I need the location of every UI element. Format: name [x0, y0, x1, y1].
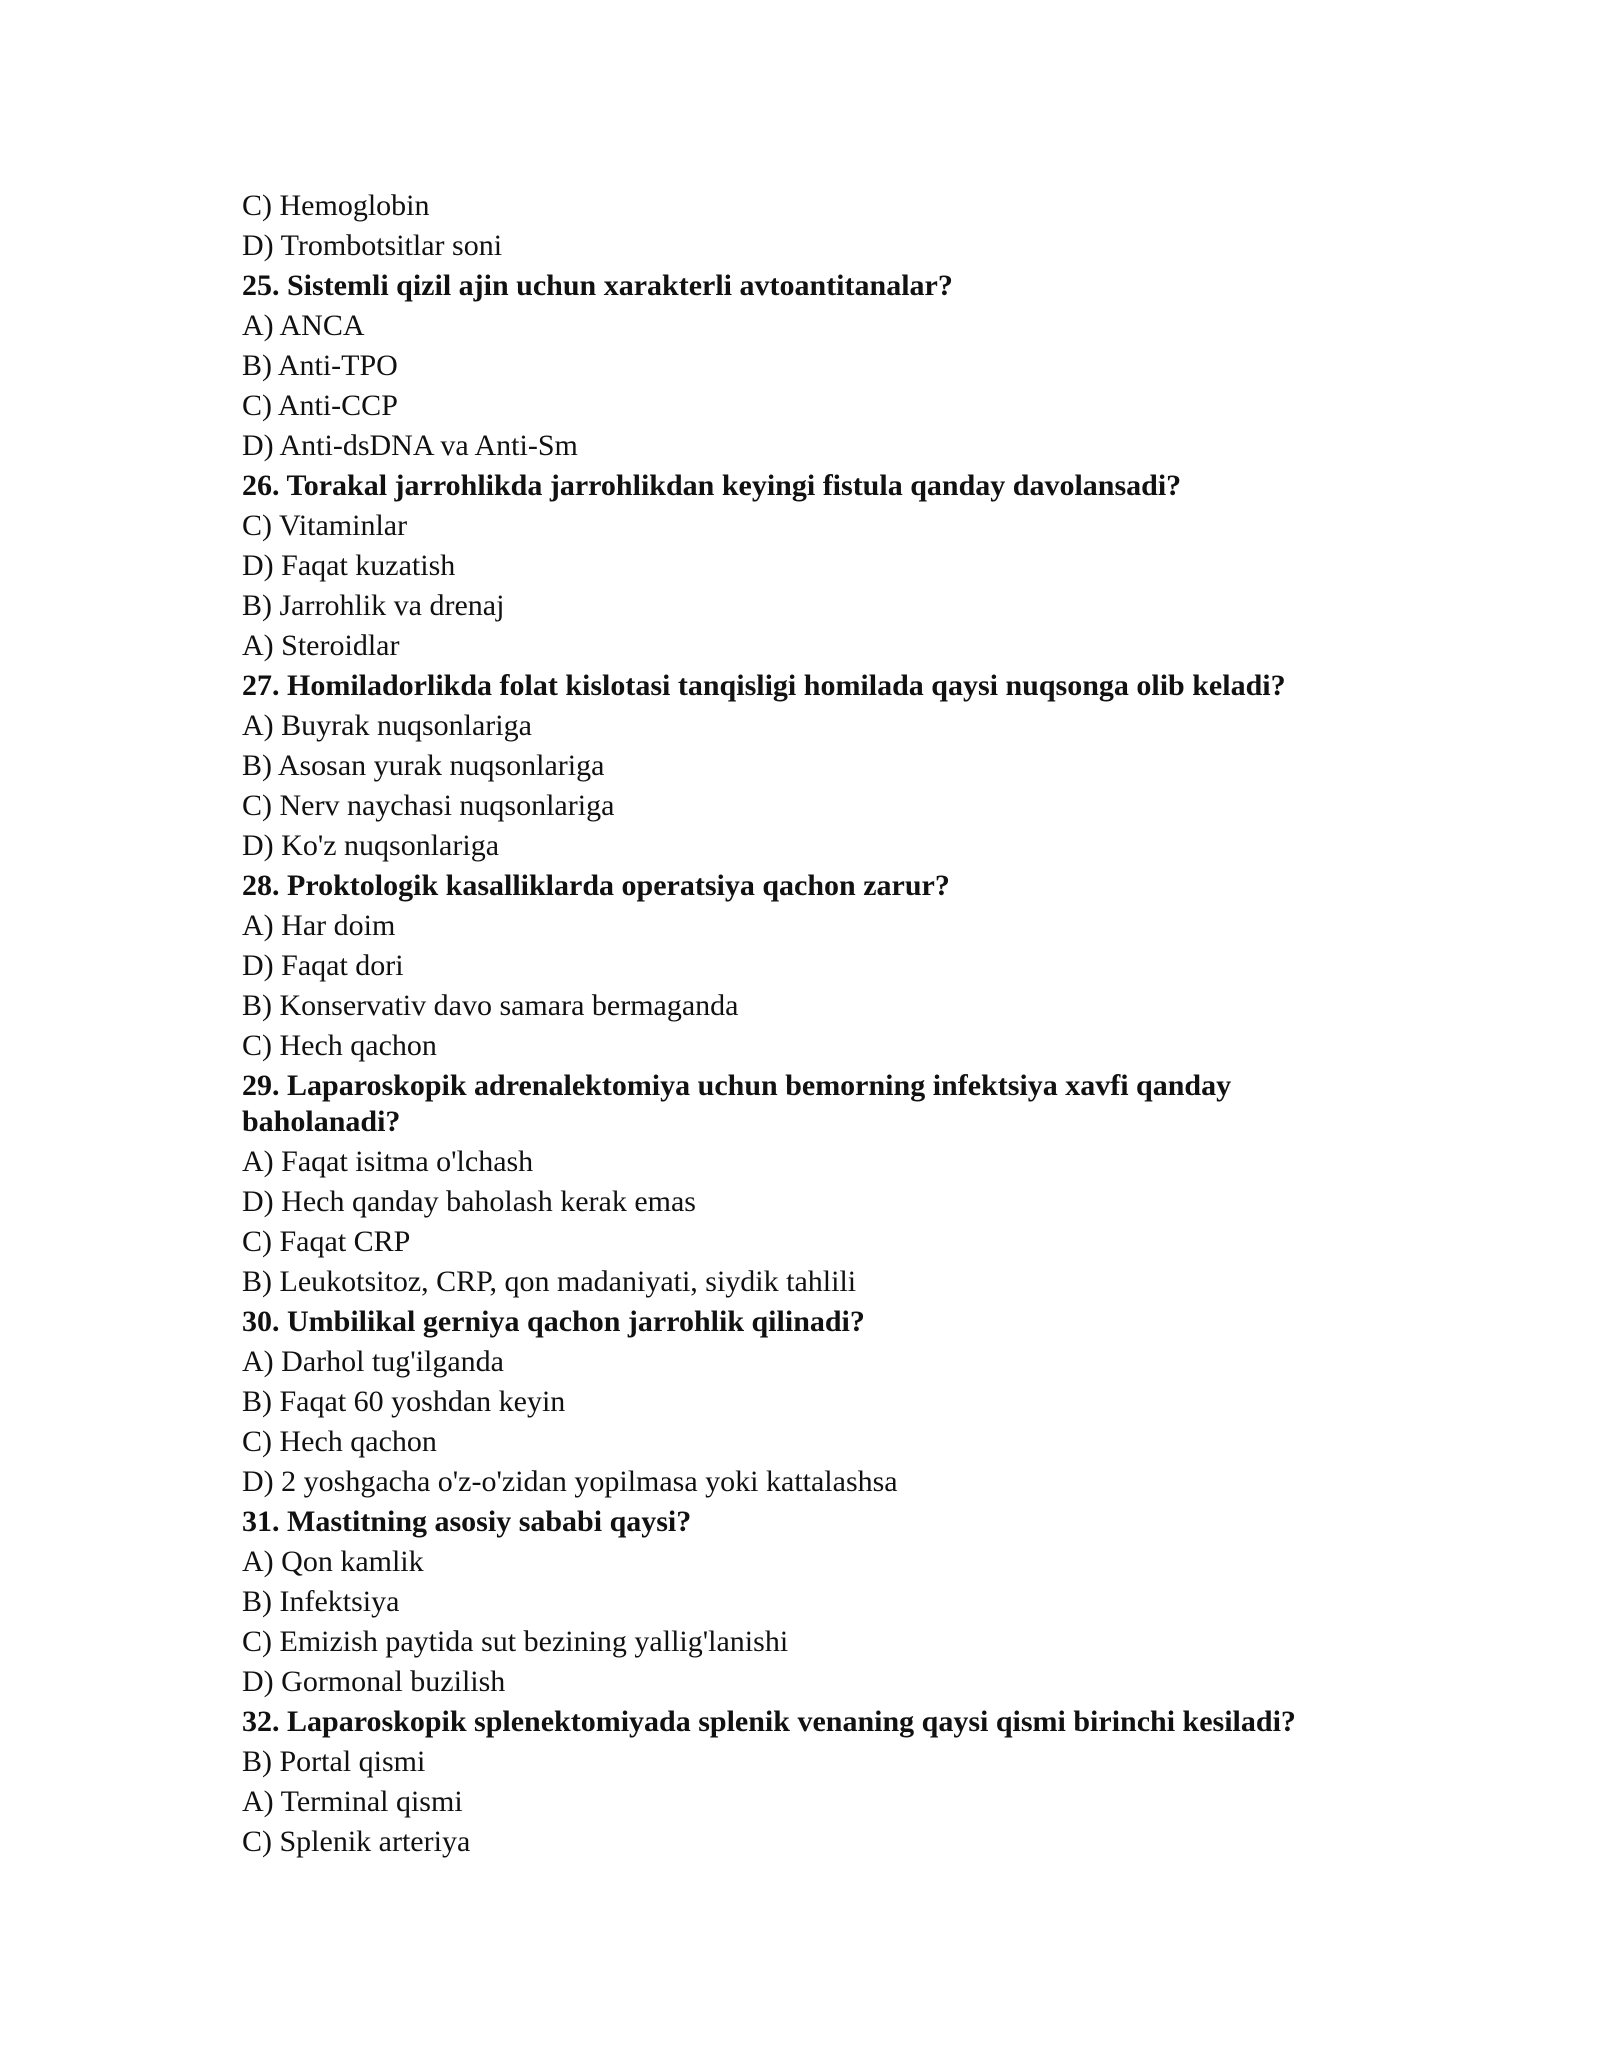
answer-option: D) Trombotsitlar soni [242, 229, 503, 262]
answer-option: B) Portal qismi [242, 1745, 426, 1778]
answer-option: D) 2 yoshgacha o'z-o'zidan yopilmasa yoki kattalashsa [242, 1465, 898, 1498]
answer-option: A) Darhol tug'ilganda [242, 1345, 505, 1378]
question-text: 25. Sistemli qizil ajin uchun xarakterli avtoantitanalar? [242, 269, 953, 302]
answer-option: D) Ko'z nuqsonlariga [242, 829, 500, 862]
answer-option: C) Faqat CRP [242, 1225, 411, 1258]
answer-option: D) Hech qanday baholash kerak emas [242, 1185, 696, 1218]
answer-option: C) Splenik arteriya [242, 1825, 471, 1858]
question-text: 26. Torakal jarrohlikda jarrohlikdan keyingi fistula qanday davolansadi? [242, 469, 1182, 502]
question-text: 28. Proktologik kasalliklarda operatsiya qachon zarur? [242, 869, 950, 902]
answer-option: B) Infektsiya [242, 1585, 400, 1618]
question-list [242, 186, 1382, 1862]
answer-option: B) Asosan yurak nuqsonlariga [242, 749, 605, 782]
answer-option: C) Anti-CCP [242, 389, 398, 422]
question-text: 32. Laparoskopik splenektomiyada splenik venaning qaysi qismi birinchi kesiladi? [242, 1705, 1296, 1738]
answer-option: A) Terminal qismi [242, 1785, 463, 1818]
answer-option: C) Vitaminlar [242, 509, 408, 542]
question-text: 29. Laparoskopik adrenalektomiya uchun bemorning infektsiya xavfi qanday baholanadi? [242, 1069, 1232, 1138]
answer-option: A) Har doim [242, 909, 396, 942]
answer-option: D) Faqat kuzatish [242, 549, 456, 582]
answer-option: C) Hech qachon [242, 1029, 437, 1062]
question-text: 31. Mastitning asosiy sababi qaysi? [242, 1505, 692, 1538]
answer-option: B) Jarrohlik va drenaj [242, 589, 505, 622]
answer-option: B) Anti-TPO [242, 349, 398, 382]
answer-option: A) ANCA [242, 309, 365, 342]
answer-option: A) Faqat isitma o'lchash [242, 1145, 534, 1178]
answer-option: A) Qon kamlik [242, 1545, 424, 1578]
answer-option: D) Gormonal buzilish [242, 1665, 506, 1698]
answer-option: A) Buyrak nuqsonlariga [242, 709, 532, 742]
answer-option: C) Hech qachon [242, 1425, 437, 1458]
question-text: 27. Homiladorlikda folat kislotasi tanqisligi homilada qaysi nuqsonga olib keladi? [242, 669, 1286, 702]
question-text: 30. Umbilikal gerniya qachon jarrohlik qilinadi? [242, 1305, 865, 1338]
answer-option: D) Anti-dsDNA va Anti-Sm [242, 429, 578, 462]
answer-option: D) Faqat dori [242, 949, 404, 982]
answer-option: A) Steroidlar [242, 629, 400, 662]
answer-option: C) Nerv naychasi nuqsonlariga [242, 789, 615, 822]
answer-option: B) Konservativ davo samara bermaganda [242, 989, 739, 1022]
answer-option: B) Faqat 60 yoshdan keyin [242, 1385, 566, 1418]
answer-option: C) Hemoglobin [242, 189, 430, 222]
answer-option: C) Emizish paytida sut bezining yallig'lanishi [242, 1625, 789, 1658]
answer-option: B) Leukotsitoz, CRP, qon madaniyati, siydik tahlili [242, 1265, 857, 1298]
